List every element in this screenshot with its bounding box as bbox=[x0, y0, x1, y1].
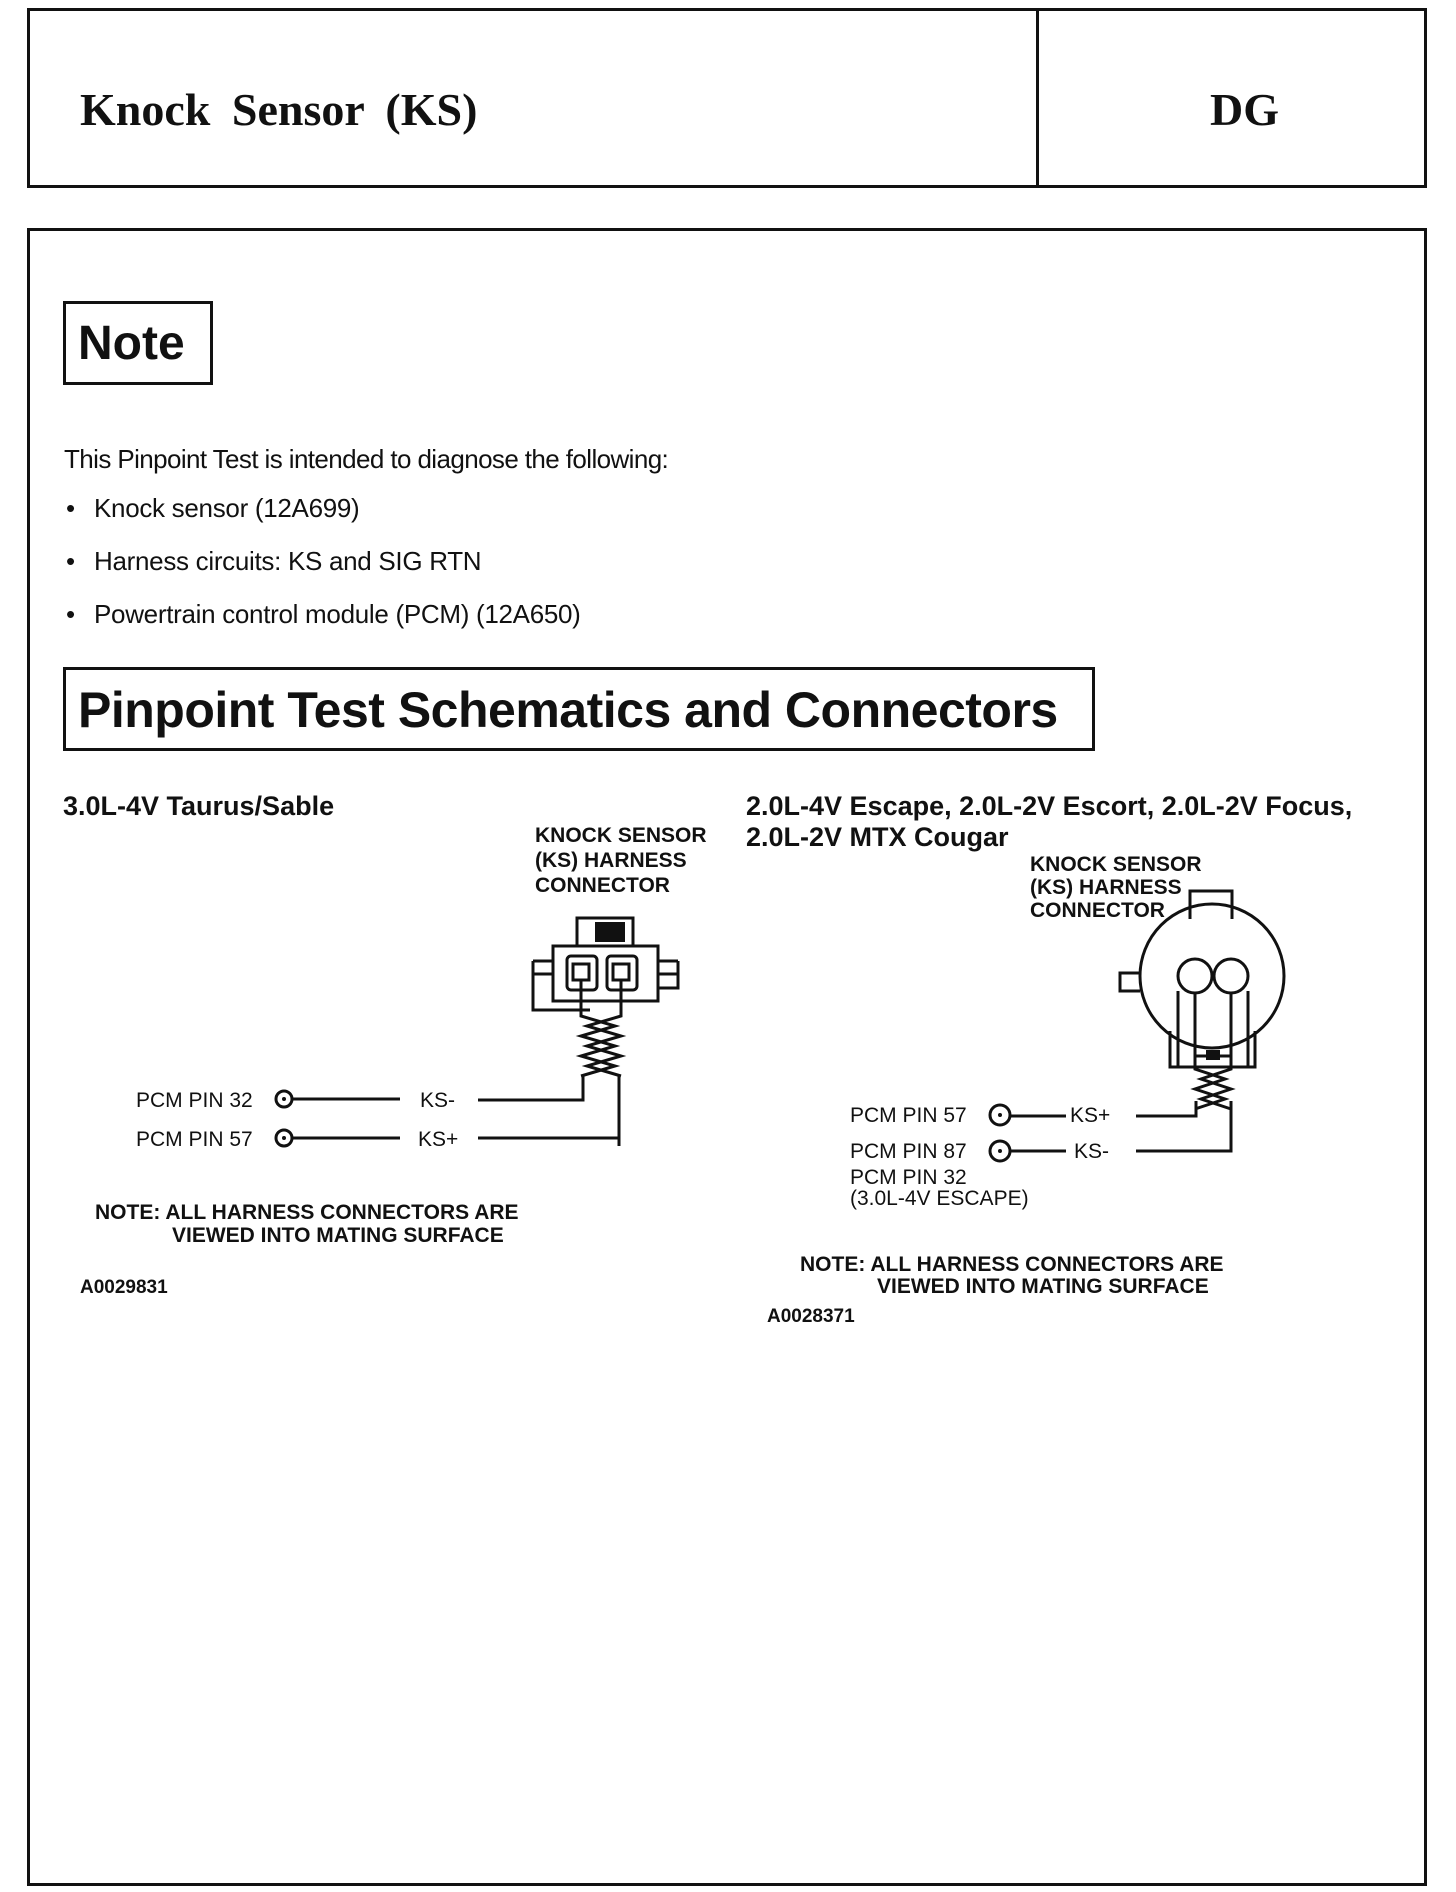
pin-terminal-icon bbox=[276, 1130, 292, 1146]
signal-label: KS+ bbox=[1070, 1104, 1111, 1127]
connector-label-line: (KS) HARNESS bbox=[535, 849, 687, 872]
list-item: • Harness circuits: KS and SIG RTN bbox=[64, 546, 581, 599]
connector-label-line: CONNECTOR bbox=[535, 874, 670, 897]
pcm-pin-note: (3.0L-4V ESCAPE) bbox=[850, 1187, 1029, 1210]
content-frame bbox=[27, 228, 1427, 1886]
right-figure-id: A0028371 bbox=[767, 1306, 855, 1327]
pin-terminal-icon bbox=[990, 1105, 1010, 1125]
connector-label-line: CONNECTOR bbox=[1030, 899, 1165, 922]
note-line: VIEWED INTO MATING SURFACE bbox=[877, 1275, 1209, 1298]
diagnose-list bbox=[64, 493, 581, 652]
right-pin-wiring bbox=[740, 1101, 1400, 1221]
connector-label-line: KNOCK SENSOR bbox=[1030, 853, 1202, 876]
signal-label: KS- bbox=[1074, 1140, 1110, 1163]
list-item: • Powertrain control module (PCM) (12A650) bbox=[64, 599, 581, 652]
pin-terminal-icon bbox=[276, 1091, 292, 1107]
left-schematic-title: 3.0L-4V Taurus/Sable bbox=[63, 791, 335, 821]
connector-label-line: (KS) HARNESS bbox=[1030, 876, 1182, 899]
ks-round-connector-icon bbox=[1120, 891, 1284, 1109]
title-line: 2.0L-2V MTX Cougar bbox=[746, 822, 1009, 852]
signal-label: KS- bbox=[420, 1089, 456, 1112]
list-item: • Knock sensor (12A699) bbox=[64, 493, 581, 546]
pcm-pin-label: PCM PIN 87 bbox=[850, 1140, 967, 1163]
left-harness-note bbox=[95, 1201, 519, 1247]
right-schematic-title bbox=[746, 791, 1352, 853]
signal-label: KS+ bbox=[418, 1128, 459, 1151]
right-schematic-diagram bbox=[740, 851, 1400, 1111]
note-heading: Note bbox=[63, 301, 213, 385]
left-schematic-diagram bbox=[70, 816, 730, 1151]
pin-terminal-icon bbox=[990, 1141, 1010, 1161]
header-divider bbox=[1036, 11, 1039, 185]
pcm-pin-label: PCM PIN 32 bbox=[850, 1166, 967, 1189]
left-figure-id: A0029831 bbox=[80, 1277, 168, 1298]
schematics-heading: Pinpoint Test Schematics and Connectors bbox=[63, 667, 1095, 751]
pcm-pin-label: PCM PIN 32 bbox=[136, 1089, 253, 1112]
page-title: Knock Sensor (KS) bbox=[80, 84, 478, 135]
note-line: NOTE: ALL HARNESS CONNECTORS ARE bbox=[95, 1201, 519, 1224]
page-header bbox=[27, 8, 1427, 188]
note-line: VIEWED INTO MATING SURFACE bbox=[172, 1224, 504, 1247]
pcm-pin-label: PCM PIN 57 bbox=[136, 1128, 253, 1151]
title-line: 2.0L-4V Escape, 2.0L-2V Escort, 2.0L-2V Focus, bbox=[746, 791, 1353, 821]
ks-connector-icon bbox=[478, 918, 678, 1146]
connector-label-line: KNOCK SENSOR bbox=[535, 824, 707, 847]
note-line: NOTE: ALL HARNESS CONNECTORS ARE bbox=[800, 1253, 1224, 1276]
pcm-pin-label: PCM PIN 57 bbox=[850, 1104, 967, 1127]
note-intro: This Pinpoint Test is intended to diagnose the following: bbox=[64, 444, 669, 474]
section-code: DG bbox=[1210, 84, 1279, 135]
right-harness-note bbox=[800, 1254, 1224, 1298]
